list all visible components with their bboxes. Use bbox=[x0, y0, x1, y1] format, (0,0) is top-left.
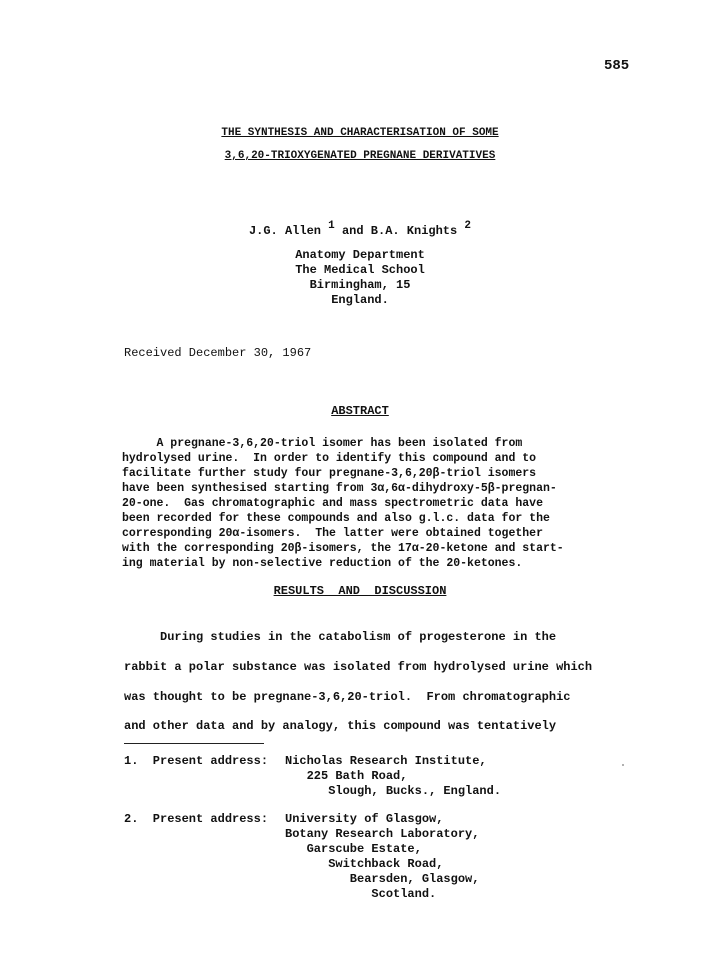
affiliation-line-3: Birmingham, 15 bbox=[309, 278, 411, 292]
authors bbox=[0, 220, 720, 238]
footnote-1-line: 225 Bath Road, bbox=[285, 769, 408, 783]
abstract-line: been recorded for these compounds and also g.l.c. data for the bbox=[122, 512, 550, 525]
footnote-2-line: Switchback Road, bbox=[285, 857, 444, 871]
author-2-footnote-mark: 2 bbox=[464, 220, 472, 232]
body-line: and other data and by analogy, this compound was tentatively bbox=[124, 719, 557, 733]
footnote-1-line: Nicholas Research Institute, bbox=[285, 754, 487, 768]
abstract-line: with the corresponding 20β-isomers, the 17α-20-ketone and start- bbox=[122, 542, 564, 555]
footnote-2-label: 2. Present address: bbox=[124, 812, 269, 826]
author-2: B.A. Knights bbox=[370, 224, 458, 238]
results-heading: RESULTS AND DISCUSSION bbox=[273, 584, 447, 598]
author-conjunction: and bbox=[334, 224, 371, 238]
author-1: J.G. Allen bbox=[248, 224, 321, 238]
abstract-line: facilitate further study four pregnane-3,6,20β-triol isomers bbox=[122, 467, 537, 480]
footnote-rule bbox=[124, 743, 264, 744]
affiliation-line-2: The Medical School bbox=[295, 263, 425, 277]
abstract-line: ing material by non-selective reduction of the 20-ketones. bbox=[122, 557, 523, 570]
title-line-1: THE SYNTHESIS AND CHARACTERISATION OF SOME bbox=[221, 127, 499, 139]
footnote-2-line: Bearsden, Glasgow, bbox=[285, 872, 480, 886]
page-number: 585 bbox=[604, 58, 630, 74]
footnote-2-line: University of Glasgow, bbox=[285, 812, 444, 826]
author-1-footnote-mark: 1 bbox=[328, 220, 335, 232]
footnote-2-line: Garscube Estate, bbox=[285, 842, 422, 856]
abstract-line: have been synthesised starting from 3α,6α-dihydroxy-5β-pregnan- bbox=[122, 482, 557, 495]
title-line-2: 3,6,20-TRIOXYGENATED PREGNANE DERIVATIVES bbox=[224, 150, 496, 162]
body-line: During studies in the catabolism of progesterone in the bbox=[124, 630, 557, 644]
body-line: was thought to be pregnane-3,6,20-triol. From chromatographic bbox=[124, 690, 571, 704]
footnote-1-label: 1. Present address: bbox=[124, 754, 269, 768]
affiliation-line-1: Anatomy Department bbox=[295, 248, 425, 262]
abstract-line: A pregnane-3,6,20-triol isomer has been isolated from bbox=[122, 437, 523, 450]
abstract-heading: ABSTRACT bbox=[331, 404, 389, 418]
footnote-2-line: Botany Research Laboratory, bbox=[285, 827, 480, 841]
footnote-2-line: Scotland. bbox=[285, 887, 437, 901]
body-line: rabbit a polar substance was isolated from hydrolysed urine which bbox=[124, 660, 593, 674]
footnote-1-line: Slough, Bucks., England. bbox=[285, 784, 502, 798]
abstract-line: hydrolysed urine. In order to identify this compound and to bbox=[122, 452, 537, 465]
affiliation-line-4: England. bbox=[331, 293, 389, 307]
received-date: Received December 30, 1967 bbox=[124, 346, 312, 360]
abstract-line: 20-one. Gas chromatographic and mass spectrometric data have bbox=[122, 497, 543, 510]
scan-speck bbox=[622, 764, 624, 766]
abstract-line: corresponding 20α-isomers. The latter were obtained together bbox=[122, 527, 543, 540]
